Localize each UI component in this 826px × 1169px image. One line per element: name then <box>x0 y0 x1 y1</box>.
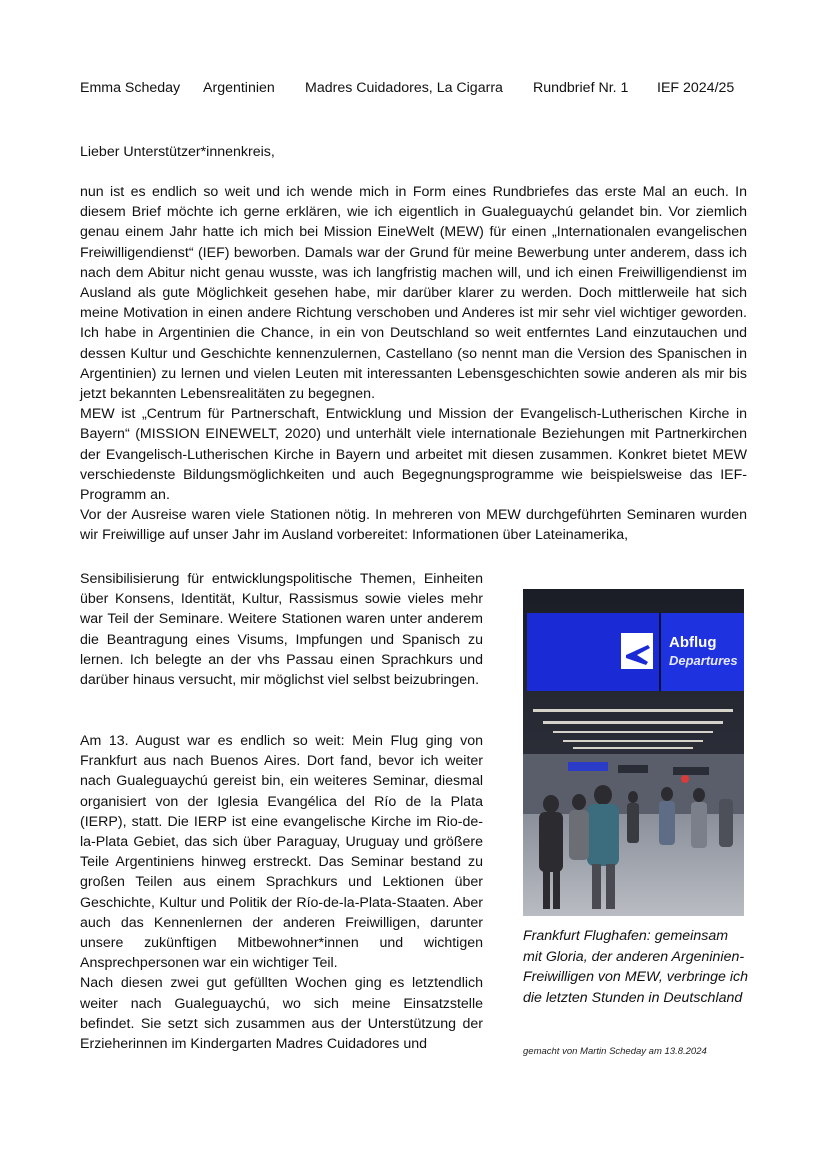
country: Argentinien <box>203 80 275 96</box>
letter-header <box>80 80 750 96</box>
paragraph-arrival: Nach diesen zwei gut gefüllten Wochen ging es letztendlich weiter nach Gualeguaychú, wo sich meine Einsatzstelle befindet. Sie setzt sich zusammen aus der Unterstützung der Erzieherinnen im Kindergarten Madres Cuidadores und <box>80 975 483 1053</box>
letter-body-full-width <box>80 182 747 546</box>
airport-photo <box>523 589 744 916</box>
program-name: IEF 2024/25 <box>657 80 735 96</box>
sign-title: Abflug <box>669 634 717 651</box>
photo-credit: gemacht von Martin Scheday am 13.8.2024 <box>523 1046 707 1057</box>
airport-photo-illustration <box>523 589 744 916</box>
photo-caption: Frankfurt Flughafen: gemeinsam mit Gloria, der anderen Argeninien-Freiwilligen von MEW, verbringe ich die letzten Stunden in Deutschland <box>523 928 748 1006</box>
letter-body-column-bottom <box>80 731 483 1054</box>
paragraph-preparation-cont: Sensibilisierung für entwicklungspolitische Themen, Einheiten über Konsens, Identität, Kultur, Rassismus sowie vieles mehr war Teil der Seminare. Weitere Stationen waren unter anderem die Beantragung eines Visums, Impfungen und Spanisch zu lernen. Ich belegte an der vhs Passau einen Sprachkurs und darüber hinaus versucht, mir möglichst viel selbst beizubringen. <box>80 571 483 689</box>
project-name: Madres Cuidadores, La Cigarra <box>305 80 503 96</box>
paragraph-preparation: Vor der Ausreise waren viele Stationen nötig. In mehreren von MEW durchgeführten Seminaren wurden wir Freiwillige auf unser Jahr im Ausland vorbereitet: Informationen über Lateinamerika, <box>80 507 747 544</box>
letter-body-column-top <box>80 569 483 690</box>
greeting: Lieber Unterstützer*innenkreis, <box>80 144 275 160</box>
sign-subtitle: Departures <box>669 653 738 668</box>
paragraph-mew: MEW ist „Centrum für Partnerschaft, Entwicklung und Mission der Evangelisch-Lutherischen Kirche in Bayern“ (MISSION EINEWELT, 2020) und unterhält viele internationale Beziehungen mit Partnerkirchen der Evangelisch-Lutherischen Kirche in Bayern und arbeitet mit diesen zusammen. Konkret bietet MEW verschiedenste Bildungsmöglichkeiten und auch Begegnungsprogramme wie beispielsweise das IEF-Programm an. <box>80 406 747 504</box>
letter-number: Rundbrief Nr. 1 <box>533 80 629 96</box>
author-name: Emma Scheday <box>80 80 181 96</box>
paragraph-departure: Am 13. August war es endlich so weit: Mein Flug ging von Frankfurt aus nach Buenos Aires. Dort fand, bevor ich weiter nach Gualeguaychú gereist bin, ein weiteres Seminar, diesmal organisiert von der Iglesia Evangélica del Río de la Plata (IERP), statt. Die IERP ist eine evangelische Kirche im Rio-de-la-Plata Gebiet, das sich über Paraguay, Uruguay und größere Teile Argentiniens hinweg erstreckt. Das Seminar bestand zu großen Teilen aus einem Sprachkurs und Lektionen über Geschichte, Kultur und Politik der Río-de-la-Plata-Staaten. Aber auch das Kennenlernen der anderen Freiwilligen, darunter unsere zukünftigen Mitbewohner*innen und wichtigen Ansprechpersonen war ein wichtiger Teil. <box>80 733 483 972</box>
paragraph-intro: nun ist es endlich so weit und ich wende mich in Form eines Rundbriefes das erste Mal an euch. In diesem Brief möchte ich gerne erklären, wie ich eigentlich in Gualeguaychú gelandet bin. Vor ziemlich genau einem Jahr hatte ich mich bei Mission EineWelt (MEW) für einen „Internationalen evangelischen Freiwilligendienst“ (IEF) beworben. Damals war der Grund für meine Bewerbung unter anderem, dass ich nach dem Abitur nicht genau wusste, was ich langfristig machen will, und ich einen Freiwilligendienst im Ausland als gute Möglichkeit gesehen habe, mir darüber klarer zu werden. Doch mittlerweile hat sich meine Motivation in einen andere Richtung verschoben und Anderes ist mir sehr viel wichtiger geworden. Ich habe in Argentinien die Chance, in ein von Deutschland so weit entferntes Land einzutauchen und dessen Kultur und Geschichte kennenzulernen, Castellano (so nennt man die Version des Spanischen in Argentinien) zu lernen und vielen Leuten mit interessanten Lebensgeschichten sowie anderen als mir bis jetzt bekannten Lebensrealitäten zu begegnen. <box>80 184 747 403</box>
